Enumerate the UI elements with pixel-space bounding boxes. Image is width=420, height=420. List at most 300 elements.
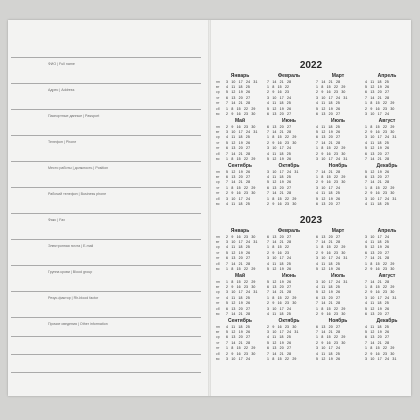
- day-numbers: 3 10 17 24 31: [267, 169, 299, 174]
- day-numbers: 4 11 18 25: [316, 285, 340, 290]
- day-numbers: 3 10 17 24: [316, 185, 341, 190]
- month-calendar: [313, 228, 363, 272]
- month-name: Январь: [230, 73, 250, 79]
- day-numbers: 7 14 21 28: [365, 180, 390, 185]
- field-line: [11, 83, 201, 84]
- year-heading: 2023: [299, 215, 323, 226]
- day-numbers: 1 8 15 22 29: [365, 124, 395, 129]
- weekday-row: [313, 311, 363, 316]
- weekday-row: [215, 239, 265, 244]
- field-line: [11, 239, 201, 240]
- day-numbers: 6 13 20 27: [365, 90, 390, 95]
- day-numbers: 2 9 16 23 30: [365, 351, 395, 356]
- month-name: Июнь: [282, 273, 296, 279]
- weekday-label: пт: [216, 346, 220, 351]
- day-numbers: 2 9 16 23 30: [316, 151, 346, 156]
- day-numbers: 6 13 20 27: [267, 185, 292, 190]
- day-numbers: 2 9 16 23 30: [316, 312, 346, 317]
- month-calendar: [362, 273, 412, 317]
- day-numbers: 1 8 15 22 29: [267, 196, 297, 201]
- month-name: Январь: [230, 228, 250, 234]
- day-numbers: 7 14 21 28: [365, 157, 390, 162]
- day-numbers: 1 8 15 22 29: [365, 101, 395, 106]
- day-numbers: 3 10 17 24 31: [365, 196, 397, 201]
- day-numbers: 5 12 19 26: [267, 267, 292, 272]
- weekday-label: сб: [216, 196, 220, 201]
- day-numbers: 3 10 17 24 31: [365, 357, 397, 362]
- day-numbers: 3 10 17 24 31: [267, 330, 299, 335]
- month-calendar: [215, 163, 265, 207]
- month-name: Март: [331, 73, 345, 79]
- day-numbers: 4 11 18 25: [267, 175, 291, 180]
- day-numbers: 2 9 16 23 30: [365, 130, 395, 135]
- day-numbers: 3 10 17 24: [226, 357, 251, 362]
- day-numbers: 5 12 19 26: [267, 157, 292, 162]
- day-numbers: 2 9 16 23 30: [365, 267, 395, 272]
- calendar-page: [211, 20, 411, 396]
- month-name: Ноябрь: [328, 163, 348, 169]
- weekday-row: [313, 111, 363, 116]
- weekday-label: вт: [216, 130, 220, 135]
- field-line: [11, 317, 201, 318]
- weekday-label: ср: [216, 90, 220, 95]
- weekday-label: ср: [216, 245, 220, 250]
- day-numbers: 4 11 18 25: [365, 79, 389, 84]
- weekday-row: [313, 201, 363, 206]
- field-full-name[interactable]: [48, 62, 203, 66]
- month-name: Август: [378, 273, 396, 279]
- field-label: Резус-фактор | Rh-blood factor: [48, 296, 99, 300]
- day-numbers: 7 14 21 28: [226, 261, 251, 266]
- day-numbers: 7 14 21 28: [226, 101, 251, 106]
- day-numbers: 5 12 19 26: [316, 267, 341, 272]
- month-calendar: [362, 163, 412, 207]
- weekday-label: вт: [216, 330, 220, 335]
- day-numbers: 7 14 21 28: [226, 151, 251, 156]
- day-numbers: 6 13 20 27: [267, 112, 292, 117]
- day-numbers: 6 13 20 27: [226, 256, 251, 261]
- month-name: Ноябрь: [328, 318, 348, 324]
- day-numbers: 3 10 17 24 31: [365, 135, 397, 140]
- month-name: Декабрь: [376, 163, 398, 169]
- day-numbers: 6 13 20 27: [267, 346, 292, 351]
- field-position[interactable]: [48, 166, 203, 170]
- day-numbers: 4 11 18 25: [226, 245, 250, 250]
- day-numbers: 1 8 15 22 29: [365, 285, 395, 290]
- day-numbers: 3 10 17 24 31: [316, 157, 348, 162]
- month-name: Июнь: [282, 118, 296, 124]
- field-label: Паспортные данные | Passport: [48, 114, 100, 118]
- day-numbers: 5 12 19 26: [316, 106, 341, 111]
- day-numbers: 3 10 17 24 31: [226, 79, 258, 84]
- day-numbers: 7 14 21 28: [316, 79, 341, 84]
- field-address[interactable]: [48, 88, 203, 92]
- weekday-label: сб: [216, 106, 220, 111]
- day-numbers: 6 13 20 27: [316, 295, 341, 300]
- weekday-row: [215, 290, 265, 295]
- field-phone[interactable]: [48, 140, 203, 144]
- year-heading: 2022: [299, 60, 323, 71]
- day-numbers: 6 13 20 27: [316, 234, 341, 239]
- day-numbers: 5 12 19 26: [226, 301, 251, 306]
- day-numbers: 2 9 16 23 30: [226, 285, 256, 290]
- weekday-row: [264, 156, 314, 161]
- weekday-label: пт: [216, 191, 220, 196]
- day-numbers: 4 11 18 25: [316, 191, 340, 196]
- day-numbers: 2 9 16 23 30: [226, 191, 256, 196]
- day-numbers: 3 10 17 24: [267, 306, 292, 311]
- day-numbers: 6 13 20 27: [365, 335, 390, 340]
- field-blood-group[interactable]: [48, 270, 203, 274]
- day-numbers: 4 11 18 25: [226, 324, 250, 329]
- day-numbers: 7 14 21 28: [226, 180, 251, 185]
- weekday-label: чт: [216, 95, 220, 100]
- day-numbers: 2 9 16 23 30: [226, 351, 256, 356]
- day-numbers: 5 12 19 26: [316, 196, 341, 201]
- field-line: [11, 109, 201, 110]
- weekday-row: [362, 311, 412, 316]
- day-numbers: 5 12 19 26: [365, 146, 390, 151]
- day-numbers: 2 9 16 23 30: [267, 140, 297, 145]
- day-numbers: 4 11 18 25: [365, 301, 389, 306]
- day-numbers: 2 9 16 23 30: [267, 324, 297, 329]
- day-numbers: 1 8 15 22 29: [226, 267, 256, 272]
- day-numbers: 6 13 20 27: [226, 175, 251, 180]
- month-calendar: [215, 73, 265, 117]
- field-line: [11, 265, 201, 266]
- day-numbers: 4 11 18 25: [365, 240, 389, 245]
- day-numbers: 2 9 16 23 30: [226, 234, 256, 239]
- month-calendar: [313, 118, 363, 162]
- field-passport[interactable]: [48, 114, 203, 118]
- field-label: Рабочий телефон | Business phone: [48, 192, 107, 196]
- day-numbers: 2 9 16 23 30: [226, 112, 256, 117]
- month-name: Август: [378, 118, 396, 124]
- day-numbers: 5 12 19 26: [226, 90, 251, 95]
- day-numbers: 1 8 15 22: [267, 245, 290, 250]
- month-calendar: [264, 228, 314, 272]
- day-numbers: 3 10 17 24: [316, 346, 341, 351]
- weekday-row: [215, 311, 265, 316]
- weekday-row: [215, 79, 265, 84]
- month-name: Июль: [331, 118, 345, 124]
- day-numbers: 5 12 19 26: [365, 330, 390, 335]
- day-numbers: 1 8 15 22 29: [365, 346, 395, 351]
- day-numbers: 1 8 15 22 29: [267, 295, 297, 300]
- day-numbers: 2 9 16 23 30: [316, 250, 346, 255]
- field-label: ФИО | Full name: [48, 62, 75, 66]
- month-calendar: [313, 163, 363, 207]
- weekday-label: вс: [216, 112, 220, 117]
- notebook-spread: [8, 20, 411, 396]
- weekday-label: чт: [216, 250, 220, 255]
- day-numbers: 6 13 20 27: [365, 312, 390, 317]
- month-calendar: [215, 118, 265, 162]
- day-numbers: 6 13 20 27: [365, 151, 390, 156]
- weekday-label: сб: [216, 351, 220, 356]
- day-numbers: 5 12 19 26: [365, 169, 390, 174]
- field-rh-factor[interactable]: [48, 296, 203, 300]
- weekday-row: [362, 356, 412, 361]
- day-numbers: 5 12 19 26: [365, 306, 390, 311]
- weekday-label: пн: [216, 124, 220, 129]
- month-name: Октябрь: [278, 163, 300, 169]
- day-numbers: 4 11 18 25: [365, 202, 389, 207]
- day-numbers: 7 14 21 28: [316, 169, 341, 174]
- field-line: [11, 291, 201, 292]
- weekday-label: сб: [216, 151, 220, 156]
- day-numbers: 4 11 18 25: [267, 101, 291, 106]
- day-numbers: 2 9 16 23: [267, 250, 290, 255]
- weekday-label: сб: [216, 306, 220, 311]
- day-numbers: 5 12 19 26: [226, 250, 251, 255]
- field-business-phone[interactable]: [48, 192, 203, 196]
- month-calendar: [264, 273, 314, 317]
- day-numbers: 3 10 17 24 31: [226, 290, 258, 295]
- field-label: Место работы | должность | Position: [48, 166, 109, 170]
- month-calendar: [215, 228, 265, 272]
- weekday-label: ср: [216, 135, 220, 140]
- field-line: [11, 213, 201, 214]
- day-numbers: 2 9 16 23 30: [365, 106, 395, 111]
- day-numbers: 1 8 15 22 29: [316, 85, 346, 90]
- field-label: Адрес | Address: [48, 88, 75, 92]
- day-numbers: 5 12 19 26: [267, 106, 292, 111]
- day-numbers: 4 11 18 25: [226, 202, 250, 207]
- day-numbers: 3 10 17 24: [365, 234, 390, 239]
- weekday-label: пт: [216, 301, 220, 306]
- weekday-label: пт: [216, 256, 220, 261]
- weekday-label: ср: [216, 335, 220, 340]
- day-numbers: 4 11 18 25: [365, 324, 389, 329]
- weekday-label: ср: [216, 180, 220, 185]
- day-numbers: 7 14 21 28: [365, 256, 390, 261]
- day-numbers: 7 14 21 28: [267, 351, 292, 356]
- month-name: Июль: [331, 273, 345, 279]
- day-numbers: 2 9 16 23 30: [316, 180, 346, 185]
- weekday-row: [264, 111, 314, 116]
- day-numbers: 1 8 15 22 29: [316, 306, 346, 311]
- day-numbers: 3 10 17 24 31: [365, 295, 397, 300]
- month-name: Сентябрь: [228, 163, 252, 169]
- weekday-row: [313, 156, 363, 161]
- month-name: Апрель: [377, 73, 397, 79]
- day-numbers: 5 12 19 26: [316, 357, 341, 362]
- field-line: [11, 372, 201, 373]
- day-numbers: 6 13 20 27: [226, 306, 251, 311]
- day-numbers: 4 11 18 25: [267, 312, 291, 317]
- day-numbers: 2 9 16 23 30: [267, 202, 297, 207]
- day-numbers: 1 8 15 22 29: [226, 106, 256, 111]
- day-numbers: 3 10 17 24 31: [316, 279, 348, 284]
- day-numbers: 4 11 18 25: [316, 261, 340, 266]
- weekday-row: [215, 111, 265, 116]
- field-line: [11, 354, 201, 355]
- weekday-label: пт: [216, 146, 220, 151]
- day-numbers: 7 14 21 28: [316, 140, 341, 145]
- day-numbers: 6 13 20 27: [365, 250, 390, 255]
- weekday-row: [264, 356, 314, 361]
- day-numbers: 4 11 18 25: [316, 101, 340, 106]
- day-numbers: 3 10 17 24: [365, 112, 390, 117]
- month-calendar: [313, 318, 363, 362]
- day-numbers: 5 12 19 26: [226, 330, 251, 335]
- field-line: [11, 336, 201, 337]
- day-numbers: 1 8 15 22 29: [316, 245, 346, 250]
- field-label: Факс | Fax: [48, 218, 66, 222]
- weekday-label: пн: [216, 169, 220, 174]
- day-numbers: 5 12 19 26: [316, 290, 341, 295]
- field-fax[interactable]: [48, 218, 203, 222]
- field-line: [11, 135, 201, 136]
- field-line: [11, 161, 201, 162]
- month-name: Май: [234, 273, 246, 279]
- weekday-label: чт: [216, 340, 220, 345]
- day-numbers: 5 12 19 26: [267, 279, 292, 284]
- month-calendar: [362, 118, 412, 162]
- day-numbers: 4 11 18 25: [316, 351, 340, 356]
- weekday-row: [215, 266, 265, 271]
- weekday-label: вт: [216, 285, 220, 290]
- month-name: Май: [234, 118, 246, 124]
- field-other-information[interactable]: [48, 322, 203, 326]
- day-numbers: 3 10 17 24 31: [316, 95, 348, 100]
- weekday-label: чт: [216, 295, 220, 300]
- day-numbers: 2 9 16 23 30: [267, 301, 297, 306]
- day-numbers: 7 14 21 28: [365, 95, 390, 100]
- day-numbers: 6 13 20 27: [226, 335, 251, 340]
- day-numbers: 1 8 15 22 29: [226, 279, 256, 284]
- weekday-label: сб: [216, 261, 220, 266]
- day-numbers: 4 11 18 25: [226, 135, 250, 140]
- day-numbers: 3 10 17 24: [226, 196, 251, 201]
- day-numbers: 7 14 21 28: [316, 301, 341, 306]
- day-numbers: 7 14 21 28: [365, 279, 390, 284]
- weekday-label: пн: [216, 324, 220, 329]
- day-numbers: 7 14 21 28: [267, 191, 292, 196]
- day-numbers: 1 8 15 22 29: [226, 185, 256, 190]
- day-numbers: 4 11 18 25: [365, 140, 389, 145]
- weekday-label: вс: [216, 157, 220, 162]
- day-numbers: 7 14 21 28: [316, 330, 341, 335]
- month-name: Февраль: [277, 73, 301, 79]
- day-numbers: 7 14 21 28: [267, 290, 292, 295]
- day-numbers: 2 9 16 23 30: [316, 340, 346, 345]
- field-line: [11, 187, 201, 188]
- day-numbers: 1 8 15 22 29: [267, 357, 297, 362]
- month-calendar: [362, 318, 412, 362]
- weekday-label: вт: [216, 85, 220, 90]
- day-numbers: 3 10 17 24 31: [316, 256, 348, 261]
- day-numbers: 5 12 19 26: [365, 85, 390, 90]
- month-name: Апрель: [377, 228, 397, 234]
- weekday-row: [313, 266, 363, 271]
- month-calendar: [264, 118, 314, 162]
- day-numbers: 1 8 15 22 29: [226, 157, 256, 162]
- weekday-label: чт: [216, 140, 220, 145]
- day-numbers: 4 11 18 25: [267, 151, 291, 156]
- weekday-row: [215, 201, 265, 206]
- field-label: Телефон | Phone: [48, 140, 77, 144]
- day-numbers: 1 8 15 22 29: [267, 135, 297, 140]
- day-numbers: 2 9 16 23 30: [365, 290, 395, 295]
- day-numbers: 7 14 21 28: [316, 240, 341, 245]
- month-calendar: [264, 73, 314, 117]
- weekday-label: вс: [216, 267, 220, 272]
- weekday-row: [362, 266, 412, 271]
- weekday-row: [362, 201, 412, 206]
- weekday-row: [215, 156, 265, 161]
- day-numbers: 1 8 15 22 29: [365, 185, 395, 190]
- month-name: Март: [331, 228, 345, 234]
- day-numbers: 5 12 19 26: [226, 140, 251, 145]
- weekday-label: вс: [216, 202, 220, 207]
- day-numbers: 7 14 21 28: [267, 130, 292, 135]
- day-numbers: 2 9 16 23 30: [316, 90, 346, 95]
- day-numbers: 4 11 18 25: [226, 85, 250, 90]
- day-numbers: 7 14 21 28: [267, 240, 292, 245]
- day-numbers: 7 14 21 28: [226, 340, 251, 345]
- day-numbers: 6 13 20 27: [316, 135, 341, 140]
- day-numbers: 4 11 18 25: [267, 261, 291, 266]
- day-numbers: 1 8 15 22 29: [316, 335, 346, 340]
- weekday-row: [264, 266, 314, 271]
- day-numbers: 1 8 15 22 29: [316, 175, 346, 180]
- weekday-label: чт: [216, 185, 220, 190]
- day-numbers: 5 12 19 26: [267, 180, 292, 185]
- field-label: Группа крови | Blood group: [48, 270, 93, 274]
- month-calendar: [362, 73, 412, 117]
- personal-info-page: [8, 20, 208, 396]
- day-numbers: 7 14 21 28: [365, 340, 390, 345]
- day-numbers: 3 10 17 24 31: [226, 240, 258, 245]
- day-numbers: 6 13 20 27: [226, 95, 251, 100]
- field-label: Прочие сведения | Other information: [48, 322, 108, 326]
- day-numbers: 3 10 17 24: [267, 146, 292, 151]
- month-calendar: [264, 318, 314, 362]
- day-numbers: 6 13 20 27: [267, 234, 292, 239]
- month-name: Декабрь: [376, 318, 398, 324]
- day-numbers: 6 13 20 27: [316, 202, 341, 207]
- weekday-label: пн: [216, 234, 220, 239]
- day-numbers: 1 8 15 22 29: [316, 146, 346, 151]
- weekday-label: вс: [216, 357, 220, 362]
- day-numbers: 5 12 19 26: [316, 130, 341, 135]
- day-numbers: 1 8 15 22 29: [365, 261, 395, 266]
- month-calendar: [362, 228, 412, 272]
- field-email[interactable]: [48, 244, 203, 248]
- day-numbers: 4 11 18 25: [316, 124, 340, 129]
- weekday-row: [215, 129, 265, 134]
- weekday-row: [264, 201, 314, 206]
- day-numbers: 1 8 15 22: [267, 85, 290, 90]
- day-numbers: 2 9 16 23: [267, 90, 290, 95]
- month-name: Сентябрь: [228, 318, 252, 324]
- month-calendar: [313, 273, 363, 317]
- day-numbers: 6 13 20 27: [267, 285, 292, 290]
- weekday-row: [362, 111, 412, 116]
- day-numbers: 5 12 19 26: [226, 169, 251, 174]
- field-line: [11, 57, 201, 58]
- month-calendar: [313, 73, 363, 117]
- weekday-label: пт: [216, 101, 220, 106]
- weekday-row: [215, 356, 265, 361]
- day-numbers: 6 13 20 27: [226, 146, 251, 151]
- day-numbers: 4 11 18 25: [267, 335, 291, 340]
- day-numbers: 3 10 17 24: [267, 256, 292, 261]
- day-numbers: 6 13 20 27: [267, 124, 292, 129]
- day-numbers: 6 13 20 27: [365, 175, 390, 180]
